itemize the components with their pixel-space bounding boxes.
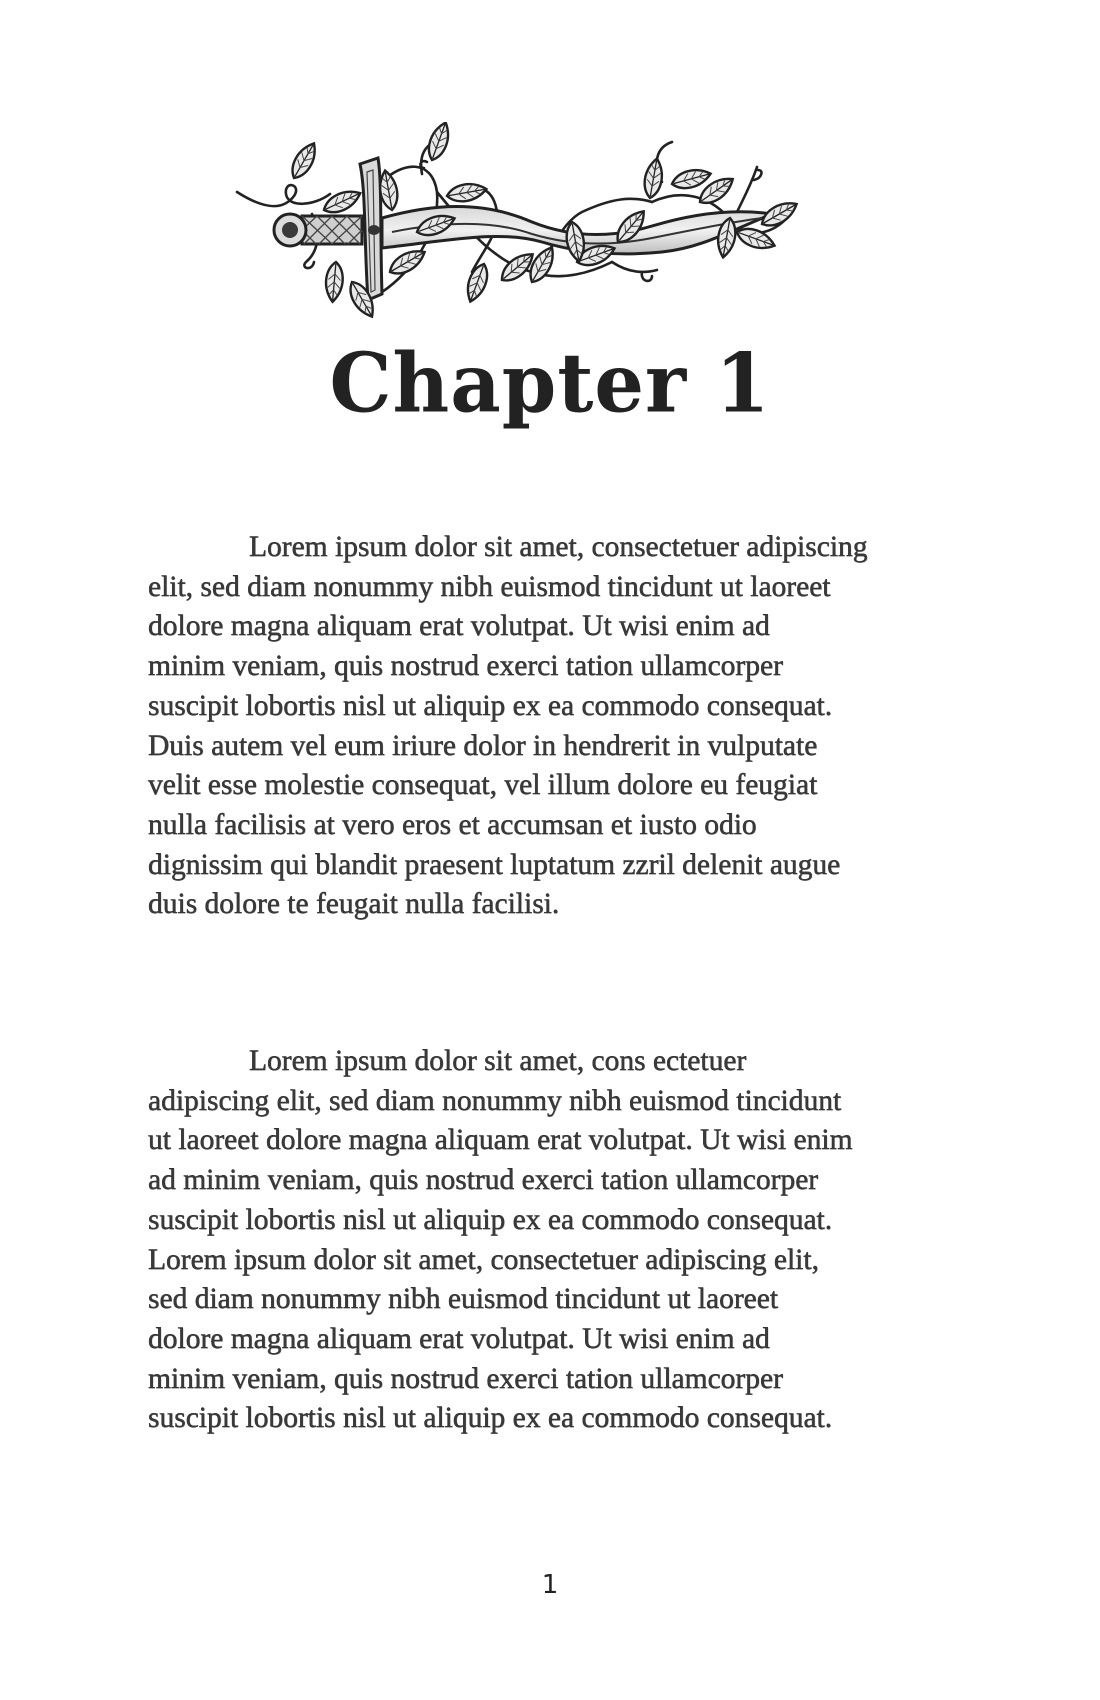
text-line: dignissim qui blandit praesent luptatum zzril delenit augue bbox=[148, 848, 841, 881]
text-line: suscipit lobortis nisl ut aliquip ex ea commodo consequat. bbox=[148, 1203, 833, 1236]
text-line: nulla facilisis at vero eros et accumsan et iusto odio bbox=[148, 808, 757, 841]
text-line: ut laoreet dolore magna aliquam erat volutpat. Ut wisi enim bbox=[148, 1124, 853, 1157]
text-line: sed diam nonummy nibh euismod tincidunt ut laoreet bbox=[148, 1283, 779, 1316]
text-line: ad minim veniam, quis nostrud exerci tation ullamcorper bbox=[148, 1164, 819, 1197]
paragraph-2 bbox=[148, 1042, 976, 1439]
text-line: dolore magna aliquam erat volutpat. Ut wisi enim ad bbox=[148, 610, 770, 643]
text-line: velit esse molestie consequat, vel illum dolore eu feugiat bbox=[148, 769, 818, 802]
text-line: dolore magna aliquam erat volutpat. Ut wisi enim ad bbox=[148, 1322, 770, 1355]
page-number: 1 bbox=[541, 1570, 559, 1600]
text-line: suscipit lobortis nisl ut aliquip ex ea commodo consequat. bbox=[148, 1402, 833, 1435]
text-line: Lorem ipsum dolor sit amet, consectetuer adipiscing elit, bbox=[148, 1243, 819, 1276]
text-line: duis dolore te feugait nulla facilisi. bbox=[148, 888, 560, 921]
text-line: Lorem ipsum dolor sit amet, cons ectetuer bbox=[249, 1045, 747, 1077]
text-line: elit, sed diam nonummy nibh euismod tincidunt ut laoreet bbox=[148, 570, 831, 603]
text-line: adipiscing elit, sed diam nonummy nibh euismod tincidunt bbox=[148, 1084, 842, 1117]
text-line: minim veniam, quis nostrud exerci tation ullamcorper bbox=[148, 650, 783, 683]
chapter-title: Chapter 1 bbox=[329, 335, 771, 432]
text-line: Lorem ipsum dolor sit amet, consectetuer adipiscing bbox=[249, 531, 868, 563]
paragraph-1 bbox=[148, 528, 976, 925]
sword-with-vines-icon bbox=[232, 122, 804, 334]
text-line: Duis autem vel eum iriure dolor in hendrerit in vulputate bbox=[148, 729, 818, 762]
text-line: minim veniam, quis nostrud exerci tation ullamcorper bbox=[148, 1362, 783, 1395]
text-line: suscipit lobortis nisl ut aliquip ex ea commodo consequat. bbox=[148, 689, 833, 722]
